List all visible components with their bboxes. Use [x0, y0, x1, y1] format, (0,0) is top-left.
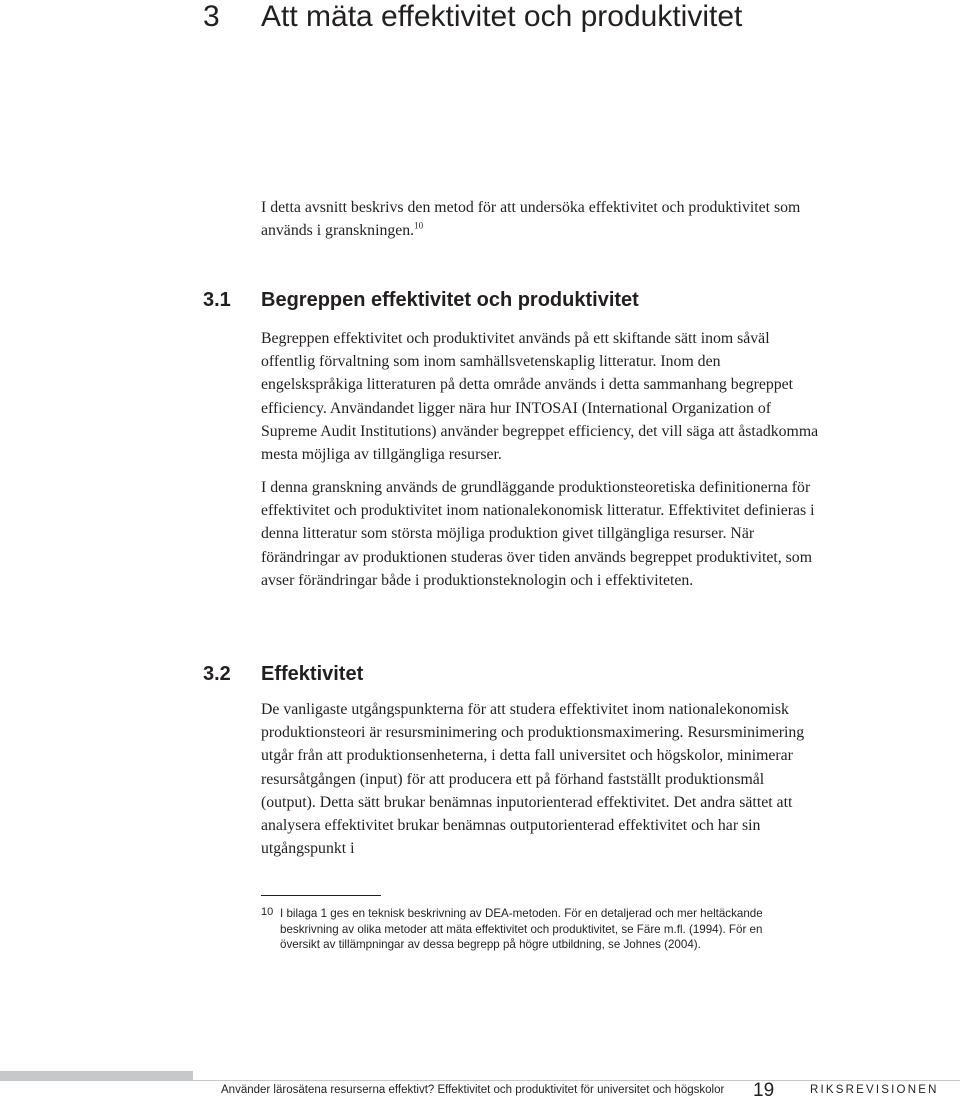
intro-text: I detta avsnitt beskrivs den metod för att undersöka effektivitet och produktivitet som används i granskningen.	[261, 199, 801, 240]
section-1-paragraph-1: Begreppen effektivitet och produktivitet används på ett skiftande sätt inom såväl offentlig förvaltning som inom samhällsvetenskaplig litteratur. Inom den engelskspråkiga litteraturen på detta område används i detta sammanhang begreppet efficiency. Användandet ligger nära hur INTOSAI (International Organization of Supreme Audit Institutions) använder begreppet efficiency, det vill säga att åstadkomma mesta möjliga av tillgängliga resurser.	[261, 330, 819, 464]
footer-rule	[193, 1080, 960, 1081]
section-1-number: 3.1	[203, 289, 231, 311]
section-2-title: Effektivitet	[261, 663, 364, 685]
section-1-title: Begreppen effektivitet och produktivitet	[261, 289, 639, 311]
footer-bar	[0, 1071, 193, 1081]
brand-name: RIKSREVISIONEN	[810, 1084, 939, 1096]
footnote-number: 10	[261, 906, 274, 918]
chapter-title: Att mäta effektivitet och produktivitet	[261, 0, 743, 33]
intro-paragraph	[261, 196, 821, 242]
section-2-number: 3.2	[203, 663, 231, 685]
section-2-paragraph: De vanligaste utgångspunkterna för att studera effektivitet inom nationalekonomisk produktionsteori är resursminimering och produktionsmaximering. Resursminimering utgår från att produktionsenheterna, i detta fall universitet och högskolor, minimerar resursåtgången (input) för att producera ett på förhand fastställt produktionsmål (output). Detta sätt brukar benämnas inputorienterad effektivitet. Det andra sättet att analysera effektivitet brukar benämnas outputorienterad effektivitet och har sin utgångspunkt i	[261, 701, 805, 858]
section-1-paragraph-2: I denna granskning används de grundläggande produktionsteoretiska definitionerna för effektivitet och produktivitet inom nationalekonomisk litteratur. Effektivitet definieras i denna litteratur som största möjliga produktion givet tillgängliga resurser. När förändringar av produktionen studeras över tiden används begreppet produktivitet, som avser förändringar både i produktionsteknologin och i effektiviteten.	[261, 479, 815, 589]
chapter-number: 3	[203, 0, 220, 33]
page-number: 19	[753, 1080, 775, 1101]
footnote-ref[interactable]: 10	[414, 220, 424, 231]
footnote-text: I bilaga 1 ges en teknisk beskrivning av DEA-metoden. För en detaljerad och mer heltäckande beskrivning av olika metoder att mäta effektivitet och produktivitet, se Färe m.fl. (1994). För en översikt av tillämpningar av dessa begrepp på högre utbildning, se Johnes (2004).	[280, 907, 763, 951]
footnote-divider	[261, 895, 381, 896]
footer-running-title: Använder lärosätena resurserna effektivt? Effektivitet och produktivitet för universitet och högskolor	[221, 1084, 725, 1096]
